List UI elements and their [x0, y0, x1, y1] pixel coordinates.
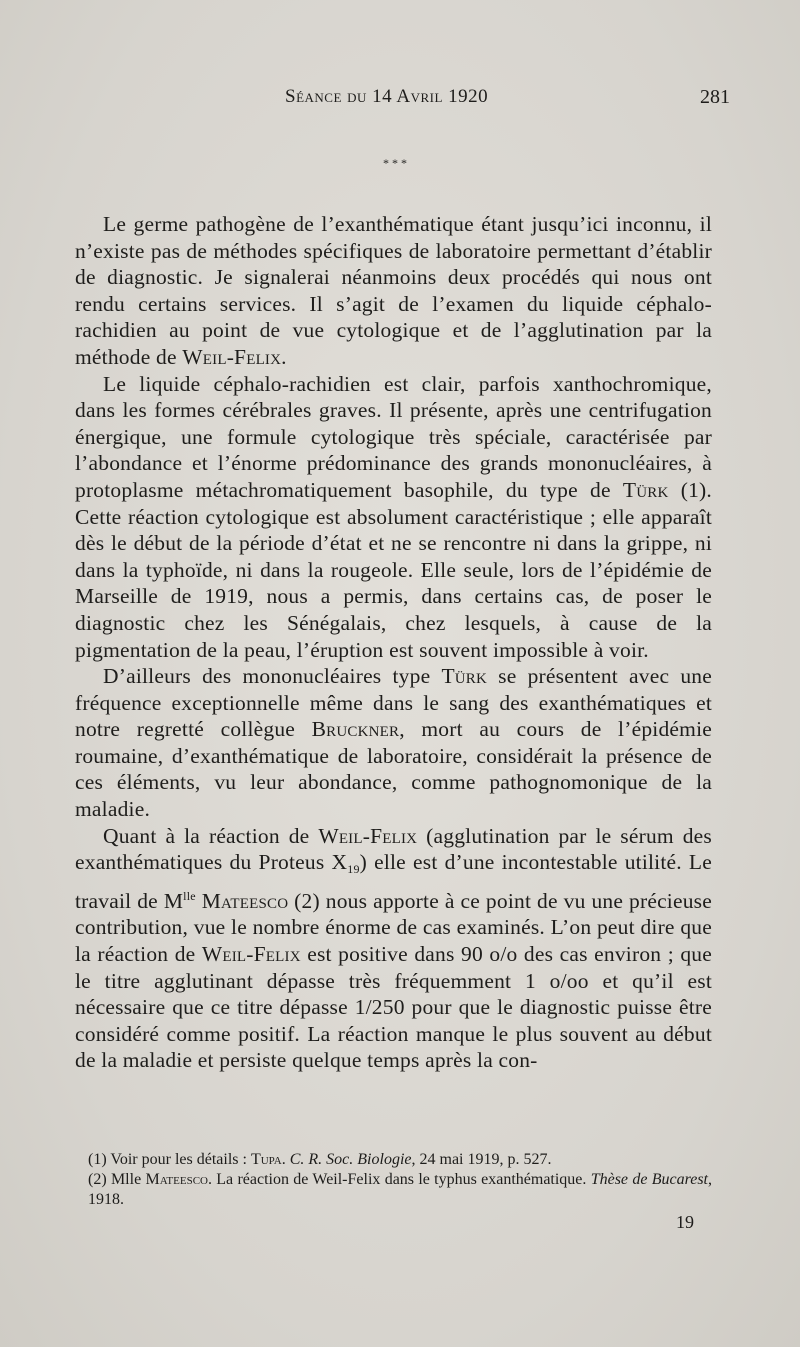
- text-run: (2) Mlle: [88, 1171, 146, 1188]
- author-name: Türk: [441, 664, 488, 689]
- author-name: Weil-Felix: [201, 942, 301, 967]
- footnote-2: [88, 1170, 712, 1210]
- text-run: , 1918.: [88, 1171, 713, 1208]
- author-name: Türk: [622, 477, 669, 502]
- page-number: 281: [700, 86, 730, 108]
- author-name: Bruckner: [311, 717, 400, 742]
- body-text: [75, 211, 712, 1074]
- running-header: [0, 86, 800, 116]
- citation-title: Thèse de Bucarest: [590, 1171, 709, 1188]
- text-run: Le liquide céphalo-rachidien est clair, parfois xanthochromique, dans les formes cérébrales graves. Il présente, après une centrifugation énergique, une formule cytologique très spéciale, caractérisée par l’abondance et l’énorme prédominance des grands mononucléaires, à protoplasme métachromatiquement basophile, du type de: [75, 371, 712, 502]
- text-run: , mort au cours de l’épidémie roumaine, d’exanthématique de laboratoire, considérait la présence de ces éléments, vu leur abondance, comme pathognomonique de la maladie.: [75, 717, 712, 822]
- text-run: (agglutination par le sérum des exanthématiques du Proteus X: [75, 823, 712, 875]
- text-run: . La réaction de Weil-Felix dans le typhus exanthématique.: [207, 1171, 591, 1188]
- header-title: Séance du 14 Avril 1920: [285, 86, 489, 107]
- text-run: ) elle est d’une incontestable utilité. Le travail de M: [75, 850, 712, 913]
- text-run: , 24 mai 1919, p. 527.: [411, 1151, 552, 1168]
- author-name: Mateesco: [201, 888, 289, 913]
- paragraph-3: [75, 663, 712, 823]
- author-name: Weil-Felix: [318, 823, 418, 848]
- text-run: Quant à la réaction de: [103, 823, 319, 848]
- signature-mark: 19: [676, 1212, 694, 1232]
- text-run: (1) Voir pour les détails :: [88, 1151, 251, 1168]
- text-run: .: [281, 344, 287, 369]
- text-run: Le germe pathogène de l’exanthématique étant jusqu’ici inconnu, il n’existe pas de méthodes spécifiques de laboratoire permettant d’établir de diagnostic. Je signalerai néanmoins deux procédés qui nous ont rendu certains services. Il s’agit de l’examen du liquide céphalo-rachidien au point de vue cytologique et de l’agglutination par la méthode de: [75, 212, 712, 369]
- footnote-1: [88, 1150, 712, 1170]
- footnotes: [88, 1150, 712, 1210]
- text-run: se présentent avec une fréquence exceptionnelle même dans le sang des exanthématiques et notre regretté collègue: [75, 664, 712, 742]
- citation-title: C. R. Soc. Biologie: [289, 1151, 412, 1168]
- paragraph-2: [75, 371, 712, 664]
- author-name: Mateesco: [145, 1171, 208, 1188]
- text-run: est positive dans 90 o/o des cas environ ; que le titre agglutinant dépasse très fréquemment 1 o/oo et qu’il est nécessaire que ce titre dépasse 1/250 pour que le diagnostic puisse être considéré comme positif. La réaction manque le plus souvent au début de la maladie et persiste quelque temps après la con-: [75, 942, 712, 1073]
- superscript: lle: [183, 888, 196, 903]
- author-name: Tupa: [250, 1151, 282, 1168]
- author-name: Weil-Felix: [182, 344, 282, 369]
- paragraph-4: [75, 823, 712, 1074]
- paragraph-1: [75, 211, 712, 371]
- text-run: (2) nous apporte à ce point de vu une précieuse contribution, vue le nombre énorme de cas examinés. L’on peut dire que la réaction de: [75, 888, 712, 967]
- text-run: .: [281, 1151, 290, 1168]
- subscript: 19: [347, 862, 360, 877]
- text-run: (1). Cette réaction cytologique est absolument caractéristique ; elle apparaît dès le début de la période d’état et ne se rencontre ni dans la grippe, ni dans la typhoïde, ni dans la rougeole. Elle seule, lors de l’épidémie de Marseille de 1919, nous a permis, dans certains cas, de poser le diagnostic chez les Sénégalais, chez lesquels, à cause de la pigmentation de la peau, l’éruption est souvent impossible à voir.: [75, 477, 712, 662]
- text-run: D’ailleurs des mononucléaires type: [103, 664, 442, 689]
- section-separator: * * *: [383, 156, 407, 170]
